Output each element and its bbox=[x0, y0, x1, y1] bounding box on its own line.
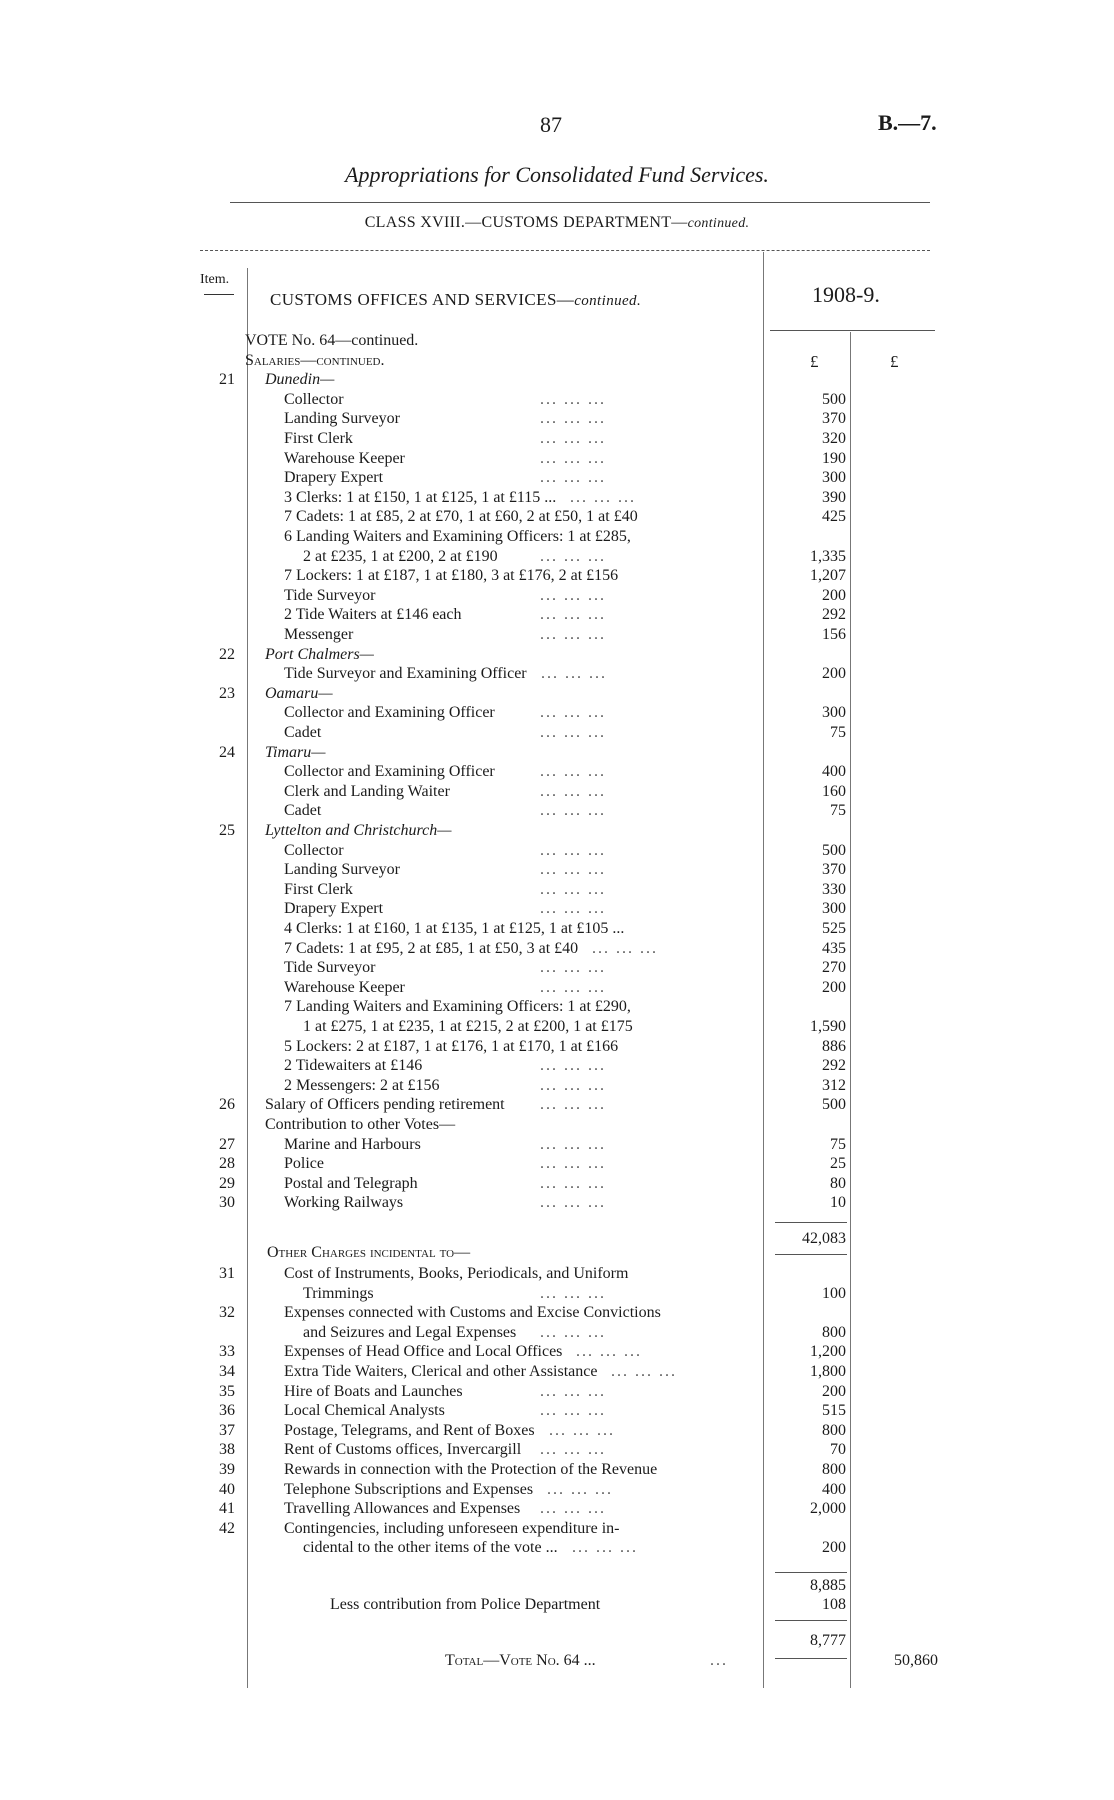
row-label: Rewards in connection with the Protection of the Revenue bbox=[284, 1461, 658, 1478]
other-subtotal-rule bbox=[775, 1572, 847, 1573]
table-row bbox=[0, 861, 1114, 880]
row-label: Warehouse Keeper bbox=[284, 978, 405, 996]
table-row bbox=[0, 822, 1114, 841]
net-underline bbox=[775, 1658, 847, 1659]
salaries-total-rule bbox=[775, 1222, 847, 1223]
item-number: 37 bbox=[219, 1421, 235, 1439]
currency-symbol-subtotal: £ bbox=[810, 352, 819, 371]
table-row bbox=[0, 842, 1114, 861]
row-label: Working Railways bbox=[284, 1194, 404, 1212]
table-row bbox=[0, 508, 1114, 527]
row-label: Salary of Officers pending retirement bbox=[265, 1096, 505, 1114]
row-amount: 400 bbox=[822, 1480, 846, 1498]
leader-dots: ... ... ... bbox=[540, 1174, 606, 1192]
leader-dots: ... ... ... bbox=[541, 665, 607, 683]
item-number: 36 bbox=[219, 1402, 235, 1420]
class-heading-main: CLASS XVIII.—CUSTOMS DEPARTMENT— bbox=[364, 214, 688, 231]
table-row bbox=[0, 1057, 1114, 1076]
table-row bbox=[0, 1155, 1114, 1174]
item-number: 42 bbox=[219, 1519, 235, 1537]
table-row bbox=[0, 1363, 1114, 1382]
section-title-continued: continued. bbox=[574, 293, 642, 309]
row-label: Travelling Allowances and Expenses bbox=[284, 1500, 521, 1518]
table-row bbox=[0, 450, 1114, 469]
leader-dots: ... ... ... bbox=[540, 1441, 606, 1459]
class-heading bbox=[0, 214, 1114, 232]
row-label: Landing Surveyor bbox=[284, 861, 400, 879]
item-number: 40 bbox=[219, 1480, 235, 1498]
item-number: 21 bbox=[219, 371, 235, 389]
table-row bbox=[0, 606, 1114, 625]
leader-dots: ... ... ... bbox=[540, 1155, 606, 1173]
table-row bbox=[0, 1461, 1114, 1480]
row-label: 7 Lockers: 1 at £187, 1 at £180, 3 at £176, 2 at £156 bbox=[284, 567, 619, 585]
leader-dots: ... ... ... bbox=[549, 1421, 615, 1439]
row-label: Marine and Harbours bbox=[284, 1135, 421, 1153]
row-label: First Clerk bbox=[284, 880, 353, 898]
leader-dots: ... ... ... bbox=[540, 959, 606, 977]
row-amount: 1,800 bbox=[810, 1363, 846, 1380]
row-label: Trimmings bbox=[303, 1284, 374, 1302]
table-row bbox=[0, 704, 1114, 723]
row-amount: 1,335 bbox=[810, 547, 846, 565]
currency-symbol-total: £ bbox=[890, 352, 899, 371]
table-row bbox=[0, 1520, 1114, 1539]
page-number: 87 bbox=[540, 112, 562, 137]
year-header-rule bbox=[770, 330, 935, 331]
row-label: Local Chemical Analysts bbox=[284, 1402, 445, 1420]
leader-dots: ... ... ... bbox=[540, 547, 606, 565]
row-label: Landing Surveyor bbox=[284, 410, 400, 428]
table-row bbox=[0, 646, 1114, 665]
other-charges-heading: Other Charges incidental to— bbox=[267, 1244, 471, 1261]
row-label: Clerk and Landing Waiter bbox=[284, 782, 450, 800]
row-amount: 312 bbox=[822, 1076, 846, 1094]
row-amount: 500 bbox=[822, 1096, 846, 1114]
section-title bbox=[270, 290, 641, 310]
row-label: Timaru— bbox=[265, 743, 326, 761]
document-reference: B.—7. bbox=[878, 110, 937, 135]
table-row bbox=[0, 724, 1114, 743]
table-row bbox=[0, 900, 1114, 919]
row-amount: 1,207 bbox=[810, 567, 846, 585]
row-amount: 200 bbox=[822, 1382, 846, 1400]
row-amount: 800 bbox=[822, 1461, 846, 1478]
table-row bbox=[0, 391, 1114, 410]
row-amount: 390 bbox=[822, 488, 846, 506]
row-amount: 370 bbox=[822, 410, 846, 428]
table-row bbox=[0, 1194, 1114, 1213]
net-other-charges: 8,777 bbox=[810, 1632, 846, 1649]
row-amount: 75 bbox=[830, 724, 846, 741]
row-label: 3 Clerks: 1 at £150, 1 at £125, 1 at £115 ... bbox=[284, 488, 557, 506]
row-amount: 156 bbox=[822, 626, 846, 643]
item-number: 26 bbox=[219, 1096, 235, 1114]
row-amount: 800 bbox=[822, 1421, 846, 1439]
leader-dots: ... ... ... bbox=[547, 1480, 613, 1498]
leader-dots: ... ... ... bbox=[576, 1343, 642, 1361]
leader-dots: ... ... ... bbox=[540, 782, 606, 800]
row-label: 6 Landing Waiters and Examining Officers: 1 at £285, bbox=[284, 528, 631, 545]
table-row bbox=[0, 332, 1114, 351]
leader-dots: ... ... ... bbox=[540, 1500, 606, 1518]
item-number: 35 bbox=[219, 1382, 235, 1400]
row-label: and Seizures and Legal Expenses bbox=[303, 1323, 517, 1341]
row-label: Warehouse Keeper bbox=[284, 449, 405, 467]
row-amount: 200 bbox=[822, 978, 846, 996]
table-row bbox=[0, 1175, 1114, 1194]
table-row bbox=[0, 1018, 1114, 1037]
leader-dots: ... ... ... bbox=[540, 1135, 606, 1153]
table-row bbox=[0, 489, 1114, 508]
row-label: Port Chalmers— bbox=[265, 645, 374, 663]
other-charges-subtotal: 8,885 bbox=[810, 1577, 846, 1594]
row-amount: 10 bbox=[830, 1194, 846, 1212]
row-amount: 200 bbox=[822, 665, 846, 683]
row-label: Extra Tide Waiters, Clerical and other Assistance bbox=[284, 1363, 598, 1380]
row-amount: 75 bbox=[830, 802, 846, 820]
row-label: Postage, Telegrams, and Rent of Boxes bbox=[284, 1421, 535, 1439]
row-label: Dunedin— bbox=[265, 371, 335, 389]
leader-dots: ... ... ... bbox=[572, 1539, 638, 1557]
row-label: Expenses connected with Customs and Excise Convictions bbox=[284, 1304, 661, 1322]
row-amount: 80 bbox=[830, 1174, 846, 1192]
row-amount: 300 bbox=[822, 469, 846, 487]
row-amount: 300 bbox=[822, 704, 846, 722]
item-column-header: Item. bbox=[200, 272, 230, 287]
row-amount: 25 bbox=[830, 1155, 846, 1173]
less-contribution-label: Less contribution from Police Department bbox=[330, 1596, 601, 1613]
row-label: Lyttelton and Christchurch— bbox=[265, 822, 452, 839]
row-label: Collector and Examining Officer bbox=[284, 704, 495, 722]
table-row bbox=[0, 744, 1114, 763]
leader-dots: ... ... ... bbox=[540, 978, 606, 996]
item-number: 38 bbox=[219, 1441, 235, 1459]
leader-dots: ... ... ... bbox=[540, 724, 606, 741]
table-row bbox=[0, 1077, 1114, 1096]
row-label: Tide Surveyor bbox=[284, 959, 376, 977]
item-number: 34 bbox=[219, 1363, 235, 1380]
salaries-total-underline bbox=[775, 1254, 847, 1255]
table-row bbox=[0, 665, 1114, 684]
table-row bbox=[0, 920, 1114, 939]
table-row bbox=[0, 528, 1114, 547]
row-amount: 515 bbox=[822, 1402, 846, 1420]
row-label: Salaries—continued. bbox=[245, 351, 385, 369]
row-label: Postal and Telegraph bbox=[284, 1174, 418, 1192]
leader-dots: ... ... ... bbox=[540, 449, 606, 467]
table-row bbox=[0, 881, 1114, 900]
row-label: Oamaru— bbox=[265, 684, 333, 702]
table-row bbox=[0, 1441, 1114, 1460]
row-amount: 75 bbox=[830, 1135, 846, 1153]
row-label: 2 Tidewaiters at £146 bbox=[284, 1057, 423, 1075]
table-row bbox=[0, 1324, 1114, 1343]
year-column-header: 1908-9. bbox=[812, 282, 880, 307]
row-amount: 70 bbox=[830, 1441, 846, 1459]
row-label: Collector and Examining Officer bbox=[284, 763, 495, 781]
table-row bbox=[0, 1096, 1114, 1115]
grand-total: 50,860 bbox=[894, 1652, 938, 1669]
leader-dots: ... ... ... bbox=[611, 1363, 677, 1380]
row-label: VOTE No. 64—continued. bbox=[245, 332, 419, 349]
leader-dots: ... ... ... bbox=[540, 390, 606, 408]
table-row bbox=[0, 1116, 1114, 1135]
row-label: 1 at £275, 1 at £235, 1 at £215, 2 at £200, 1 at £175 bbox=[303, 1018, 633, 1035]
row-label: Cost of Instruments, Books, Periodicals, and Uniform bbox=[284, 1265, 629, 1282]
table-row bbox=[0, 1038, 1114, 1057]
leader-dots: ... ... ... bbox=[592, 939, 658, 957]
table-row bbox=[0, 940, 1114, 959]
row-amount: 320 bbox=[822, 430, 846, 447]
row-amount: 435 bbox=[822, 939, 846, 957]
item-header-rule bbox=[204, 294, 234, 295]
row-amount: 525 bbox=[822, 920, 846, 937]
item-number: 24 bbox=[219, 743, 235, 761]
row-label: cidental to the other items of the vote ... bbox=[303, 1539, 558, 1557]
item-number: 33 bbox=[219, 1343, 235, 1361]
item-number: 39 bbox=[219, 1461, 235, 1478]
less-contribution-amount: 108 bbox=[822, 1596, 846, 1613]
section-title-main: CUSTOMS OFFICES AND SERVICES— bbox=[270, 290, 575, 309]
row-amount: 160 bbox=[822, 782, 846, 800]
row-amount: 190 bbox=[822, 449, 846, 467]
table-row bbox=[0, 1422, 1114, 1441]
row-label: 2 Messengers: 2 at £156 bbox=[284, 1076, 440, 1094]
net-rule bbox=[775, 1620, 847, 1621]
salaries-total: 42,083 bbox=[802, 1230, 846, 1247]
leader-dots: ... ... ... bbox=[540, 900, 606, 918]
row-amount: 2,000 bbox=[810, 1500, 846, 1518]
row-label: 2 Tide Waiters at £146 each bbox=[284, 606, 462, 624]
item-number: 27 bbox=[219, 1135, 235, 1153]
item-number: 32 bbox=[219, 1304, 235, 1322]
row-label: Cadet bbox=[284, 802, 322, 820]
table-row bbox=[0, 1539, 1114, 1558]
row-label: Telephone Subscriptions and Expenses bbox=[284, 1480, 534, 1498]
row-label: 7 Cadets: 1 at £95, 2 at £85, 1 at £50, 3 at £40 bbox=[284, 939, 579, 957]
item-number: 28 bbox=[219, 1155, 235, 1173]
row-label: Police bbox=[284, 1155, 324, 1173]
row-amount: 425 bbox=[822, 508, 846, 526]
leader-dots: ... ... ... bbox=[540, 626, 606, 643]
table-row bbox=[0, 430, 1114, 449]
table-row bbox=[0, 1285, 1114, 1304]
row-label: Tide Surveyor and Examining Officer bbox=[284, 665, 527, 683]
row-label: Contingencies, including unforeseen expenditure in- bbox=[284, 1519, 620, 1537]
row-amount: 100 bbox=[822, 1284, 846, 1302]
row-amount: 292 bbox=[822, 1057, 846, 1075]
row-label: Drapery Expert bbox=[284, 469, 384, 487]
item-number: 25 bbox=[219, 822, 235, 839]
leader-dots: ... ... ... bbox=[540, 410, 606, 428]
table-row bbox=[0, 783, 1114, 802]
leader-dots: ... ... ... bbox=[540, 763, 606, 781]
table-row bbox=[0, 1136, 1114, 1155]
table-row bbox=[0, 1402, 1114, 1421]
leader-dots: ... ... ... bbox=[540, 1194, 606, 1212]
table-row bbox=[0, 685, 1114, 704]
item-number: 22 bbox=[219, 645, 235, 663]
table-row bbox=[0, 371, 1114, 390]
row-amount: 886 bbox=[822, 1037, 846, 1055]
row-amount: 500 bbox=[822, 390, 846, 408]
row-label: 2 at £235, 1 at £200, 2 at £190 bbox=[303, 547, 498, 565]
row-label: First Clerk bbox=[284, 430, 353, 447]
table-row bbox=[0, 567, 1114, 586]
table-row bbox=[0, 1481, 1114, 1500]
leader-dots: ... ... ... bbox=[540, 1076, 606, 1094]
total-vote-label: Total—Vote No. 64 ... bbox=[445, 1652, 596, 1669]
leader-dots: ... ... ... bbox=[540, 802, 606, 820]
table-row bbox=[0, 959, 1114, 978]
item-number: 41 bbox=[219, 1500, 235, 1518]
table-row bbox=[0, 1265, 1114, 1284]
row-amount: 370 bbox=[822, 861, 846, 879]
row-label: Collector bbox=[284, 841, 344, 859]
row-amount: 200 bbox=[822, 586, 846, 604]
row-amount: 500 bbox=[822, 841, 846, 859]
leader-dots: ... ... ... bbox=[540, 861, 606, 879]
item-number: 23 bbox=[219, 684, 235, 702]
row-amount: 1,200 bbox=[810, 1343, 846, 1361]
table-row bbox=[0, 626, 1114, 645]
total-vote-dots: ... bbox=[710, 1652, 728, 1669]
row-amount: 330 bbox=[822, 880, 846, 898]
table-row bbox=[0, 587, 1114, 606]
row-label: 7 Cadets: 1 at £85, 2 at £70, 1 at £60, 2 at £50, 1 at £40 bbox=[284, 508, 638, 526]
row-label: 5 Lockers: 2 at £187, 1 at £176, 1 at £170, 1 at £166 bbox=[284, 1037, 619, 1055]
leader-dots: ... ... ... bbox=[570, 488, 636, 506]
row-label: Collector bbox=[284, 390, 344, 408]
heading-rule bbox=[200, 250, 930, 251]
leader-dots: ... ... ... bbox=[540, 1284, 606, 1302]
row-amount: 800 bbox=[822, 1323, 846, 1341]
table-row bbox=[0, 548, 1114, 567]
table-row bbox=[0, 1343, 1114, 1362]
leader-dots: ... ... ... bbox=[540, 841, 606, 859]
row-label: Messenger bbox=[284, 626, 354, 643]
table-row bbox=[0, 979, 1114, 998]
item-number: 29 bbox=[219, 1174, 235, 1192]
table-row bbox=[0, 1304, 1114, 1323]
row-label: 4 Clerks: 1 at £160, 1 at £135, 1 at £125, 1 at £105 ... bbox=[284, 920, 625, 937]
title-rule bbox=[230, 202, 930, 203]
leader-dots: ... ... ... bbox=[540, 704, 606, 722]
row-amount: 300 bbox=[822, 900, 846, 918]
row-label: Expenses of Head Office and Local Offices bbox=[284, 1343, 563, 1361]
row-label: Cadet bbox=[284, 724, 322, 741]
leader-dots: ... ... ... bbox=[540, 430, 606, 447]
row-amount: 270 bbox=[822, 959, 846, 977]
item-number: 30 bbox=[219, 1194, 235, 1212]
leader-dots: ... ... ... bbox=[540, 880, 606, 898]
row-label: Rent of Customs offices, Invercargill bbox=[284, 1441, 522, 1459]
table-row bbox=[0, 802, 1114, 821]
leader-dots: ... ... ... bbox=[540, 469, 606, 487]
leader-dots: ... ... ... bbox=[540, 606, 606, 624]
table-row bbox=[0, 352, 1114, 371]
row-label: Drapery Expert bbox=[284, 900, 384, 918]
leader-dots: ... ... ... bbox=[540, 1096, 606, 1114]
class-heading-continued: continued. bbox=[687, 216, 750, 231]
row-amount: 292 bbox=[822, 606, 846, 624]
leader-dots: ... ... ... bbox=[540, 1382, 606, 1400]
table-row bbox=[0, 763, 1114, 782]
leader-dots: ... ... ... bbox=[540, 1323, 606, 1341]
row-amount: 400 bbox=[822, 763, 846, 781]
row-label: 7 Landing Waiters and Examining Officers: 1 at £290, bbox=[284, 998, 631, 1016]
table-row bbox=[0, 1383, 1114, 1402]
document-title: Appropriations for Consolidated Fund Services. bbox=[345, 162, 769, 187]
leader-dots: ... ... ... bbox=[540, 1057, 606, 1075]
row-label: Tide Surveyor bbox=[284, 586, 376, 604]
item-number: 31 bbox=[219, 1265, 235, 1282]
table-row bbox=[0, 410, 1114, 429]
table-row bbox=[0, 469, 1114, 488]
row-label: Hire of Boats and Launches bbox=[284, 1382, 463, 1400]
row-amount: 200 bbox=[822, 1539, 846, 1557]
row-amount: 1,590 bbox=[810, 1018, 846, 1035]
leader-dots: ... ... ... bbox=[540, 1402, 606, 1420]
leader-dots: ... ... ... bbox=[540, 586, 606, 604]
table-row bbox=[0, 998, 1114, 1017]
row-label: Contribution to other Votes— bbox=[265, 1116, 456, 1133]
table-row bbox=[0, 1500, 1114, 1519]
